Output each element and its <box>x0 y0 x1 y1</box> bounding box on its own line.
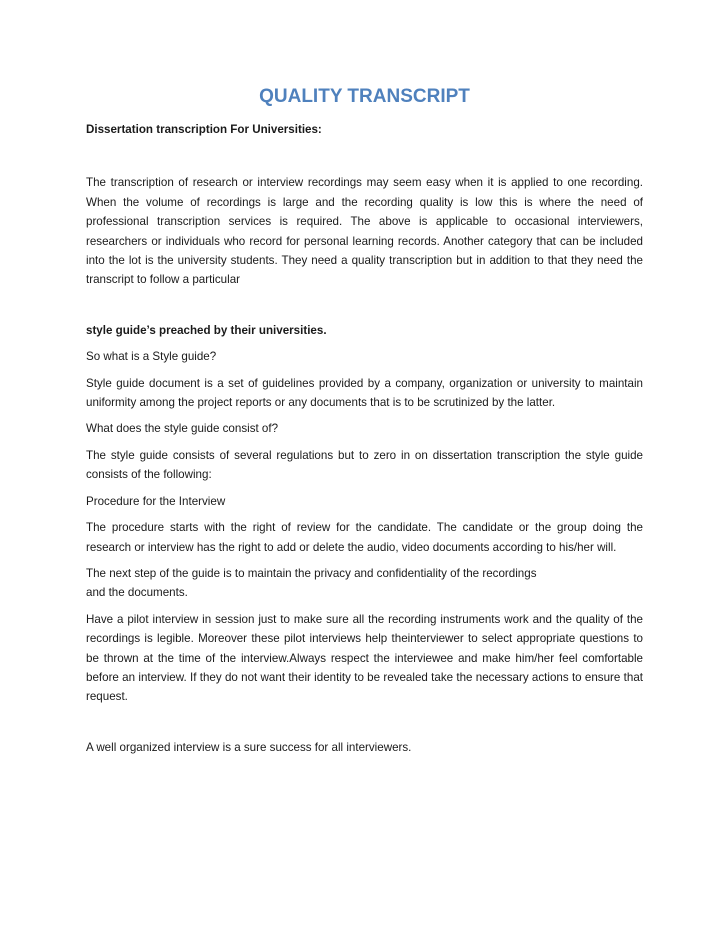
document-title: QUALITY TRANSCRIPT <box>259 86 470 107</box>
question-style-guide-consist: What does the style guide consist of? <box>86 422 279 436</box>
question-what-is-style-guide: So what is a Style guide? <box>86 350 217 364</box>
paragraph-pilot-interview: Have a pilot interview in session just to make sure all the recording instruments work and the quality of the recordings is legible. Moreover these pilot interviews help theinterviewer to select appropriate questions to be thrown at the time of the interview.Always respect the interviewee and make him/her feel comfortable before an interview. If they do not want their identity to be revealed take the necessary actions to ensure that request. <box>86 612 643 704</box>
paragraph-intro: The transcription of research or interview recordings may seem easy when it is applied to one recording. When the volume of recordings is large and the recording quality is low this is where the need of professional transcription services is required. The above is applicable to occasional interviewers, researchers or individuals who record for personal learning records. Another category that can be included into the lot is the university students. They need a quality transcription but in addition to that they need the transcript to follow a particular <box>86 176 643 287</box>
paragraph-style-guide-definition: Style guide document is a set of guidelines provided by a company, organization or university to maintain uniformity among the project reports or any documents that is to be scrutinized by the latter. <box>86 376 643 410</box>
paragraph-privacy-line2: and the documents. <box>86 586 188 600</box>
paragraph-conclusion: A well organized interview is a sure success for all interviewers. <box>86 740 412 754</box>
heading-procedure-interview: Procedure for the Interview <box>86 494 226 508</box>
paragraph-style-guide-consists: The style guide consists of several regulations but to zero in on dissertation transcription the style guide consists of the following: <box>86 448 643 482</box>
paragraph-procedure: The procedure starts with the right of review for the candidate. The candidate or the group doing the research or interview has the right to add or delete the audio, video documents according to his/her will. <box>86 521 643 554</box>
paragraph-privacy-line1: The next step of the guide is to maintain the privacy and confidentiality of the recordings <box>86 566 537 580</box>
document-subtitle: Dissertation transcription For Universities: <box>86 123 322 136</box>
paragraph-style-guide-heading: style guide’s preached by their universities. <box>86 323 327 337</box>
document-page <box>86 84 643 757</box>
